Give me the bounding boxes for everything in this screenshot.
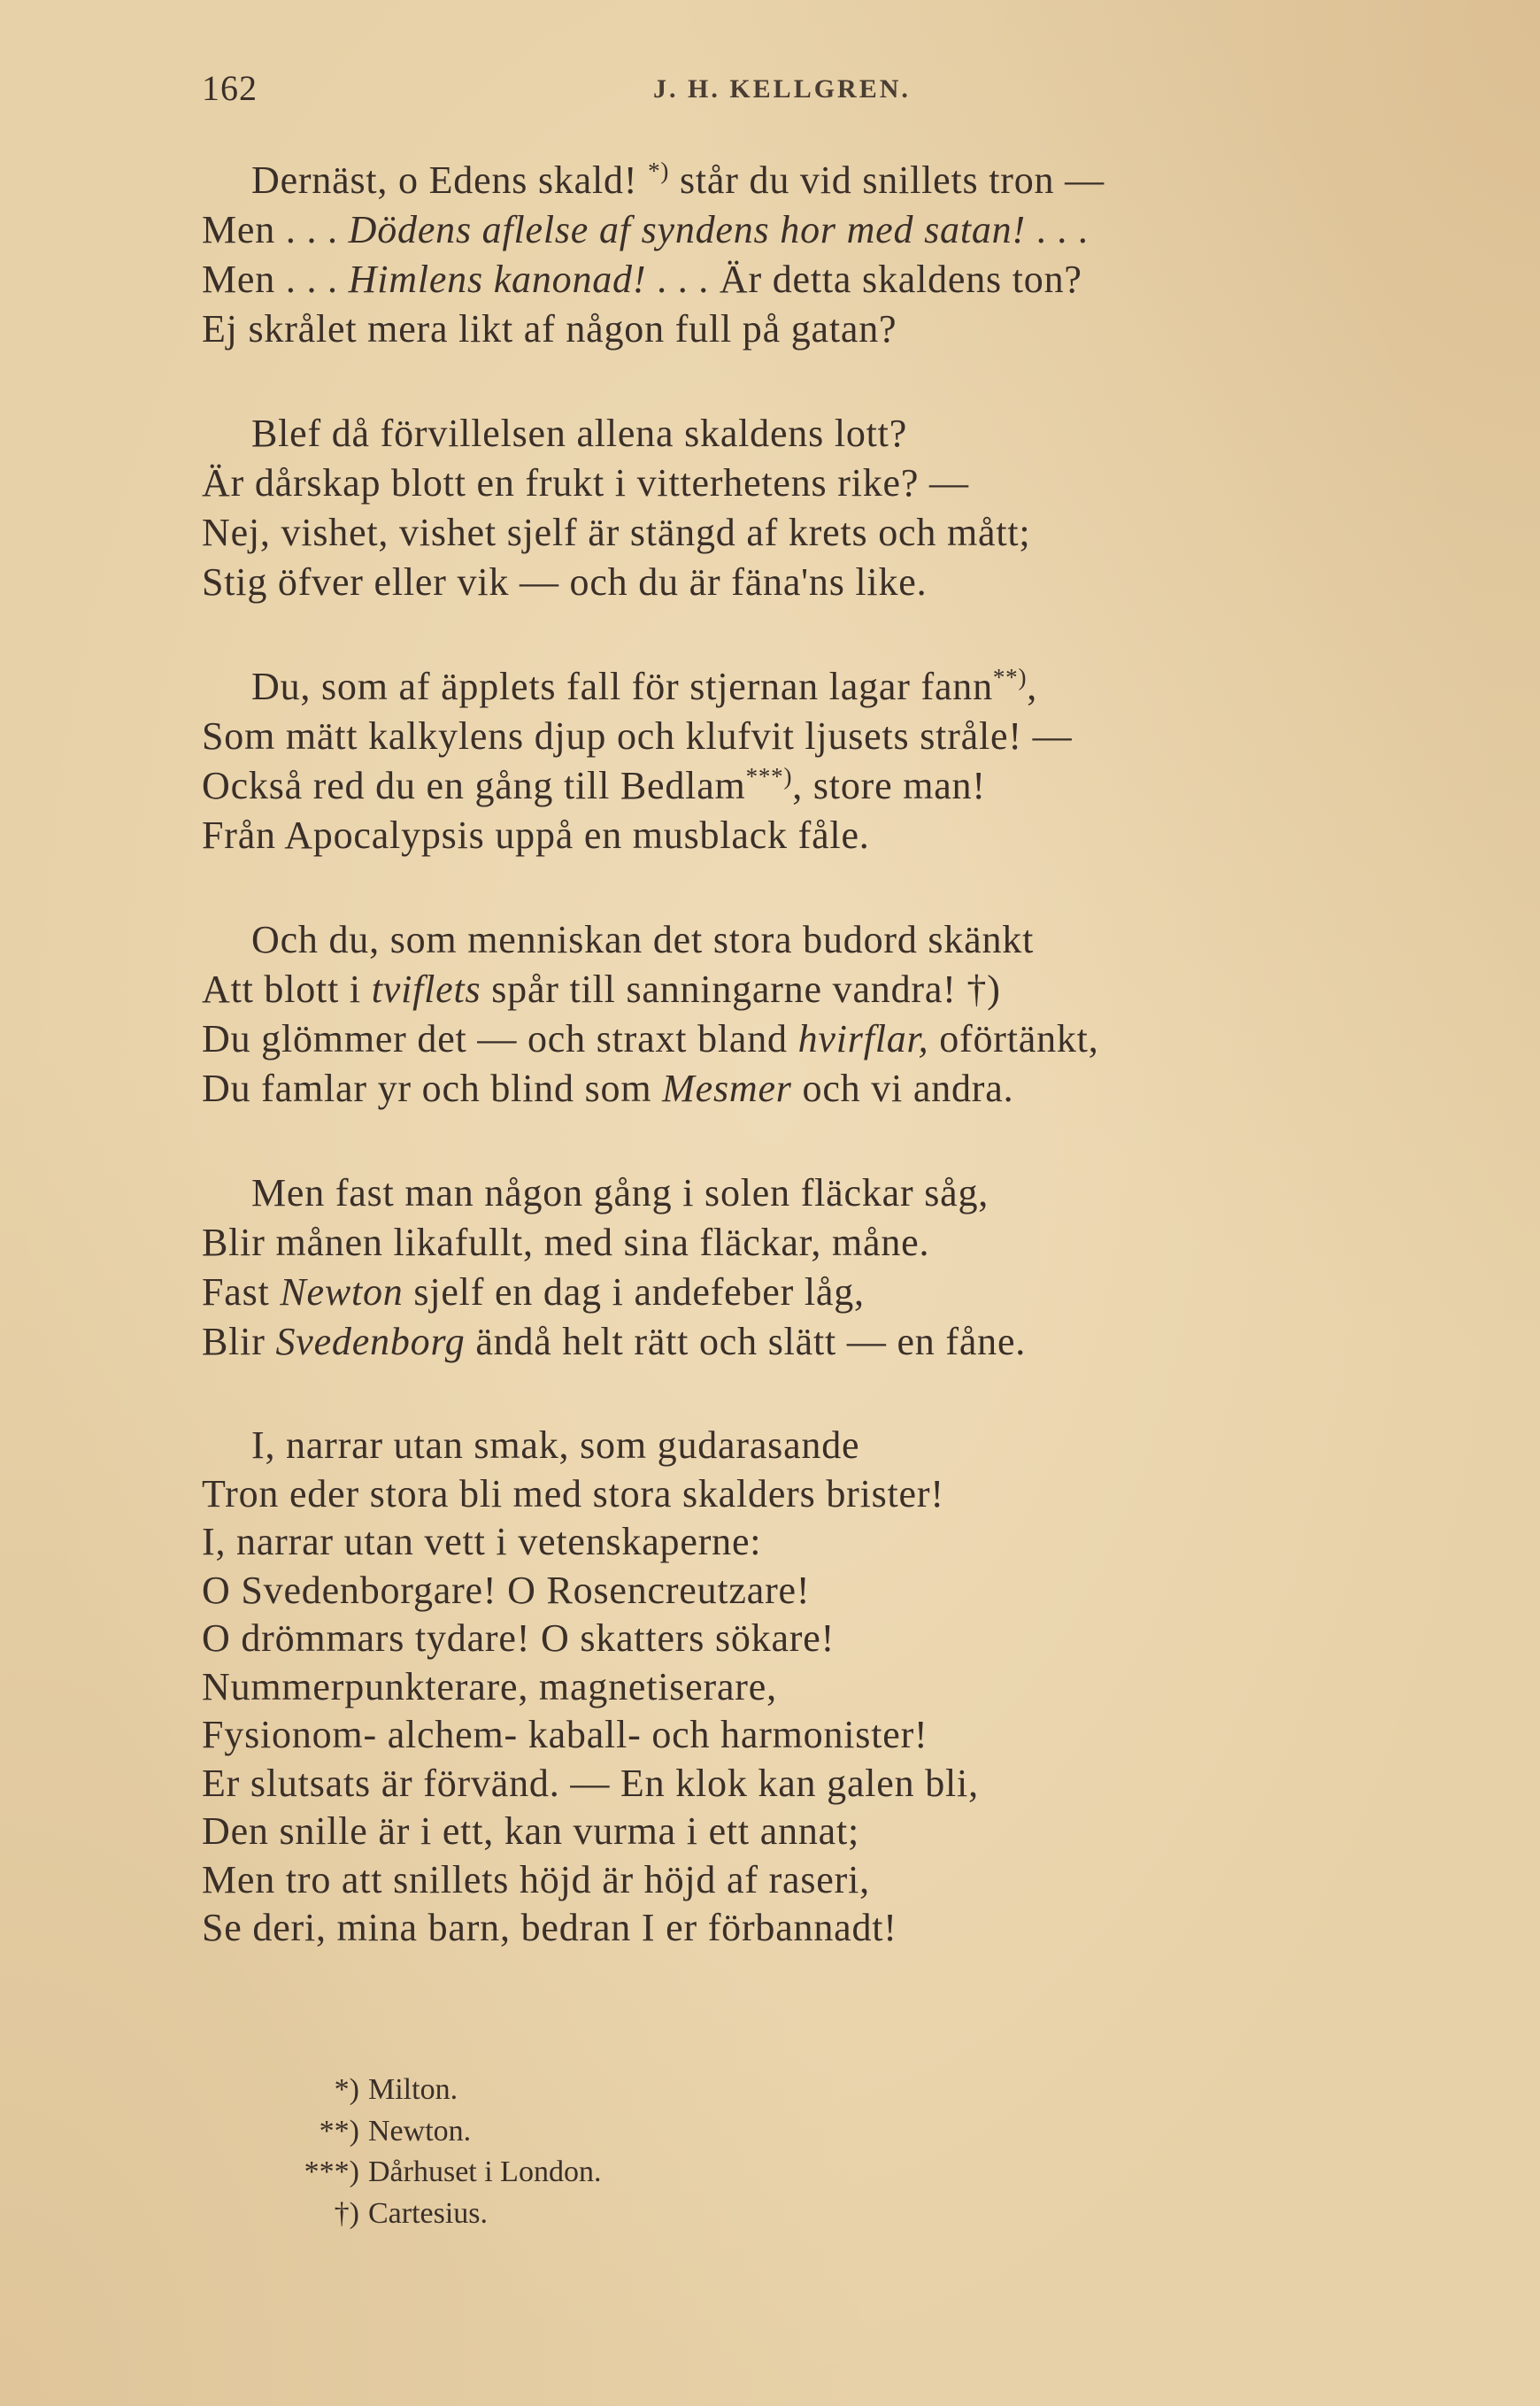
- poem-line: [202, 459, 1397, 508]
- footnote: [285, 2111, 1082, 2153]
- poem-line: [202, 1268, 1397, 1317]
- line-text: ,: [1027, 665, 1038, 708]
- footnote-mark: *): [334, 2073, 359, 2106]
- poem-line: [202, 811, 1397, 860]
- line-text: Men . . .: [202, 258, 349, 301]
- line-text: Fast: [202, 1270, 281, 1314]
- footnote-mark: ***): [304, 2155, 359, 2188]
- line-text: oförtänkt,: [928, 1017, 1099, 1060]
- italic-text: tviflets: [371, 968, 481, 1011]
- line-text: Blef då förvillelsen allena skaldens lott?: [251, 412, 908, 455]
- poem-line: [202, 1064, 1397, 1114]
- footnote-text: Milton.: [368, 2073, 458, 2106]
- line-text: O Svedenborgare! O Rosencreutzare!: [202, 1568, 811, 1612]
- line-text: O drömmars tydare! O skatters sökare!: [202, 1616, 835, 1660]
- line-text: Nummerpunkterare, magnetiserare,: [202, 1664, 777, 1708]
- footnote-mark: †): [334, 2196, 359, 2230]
- poem-line: [202, 1904, 1397, 1953]
- line-text: Den snille är i ett, kan vurma i ett annat;: [202, 1809, 860, 1853]
- poem-line: [202, 255, 1397, 305]
- line-text: Nej, vishet, vishet sjelf är stängd af krets och mått;: [202, 511, 1031, 554]
- poem-line: [202, 1567, 1397, 1616]
- stanza: [202, 915, 1397, 1114]
- italic-text: Svedenborg: [275, 1320, 466, 1363]
- poem-line: [202, 712, 1397, 761]
- line-text: och vi andra.: [791, 1067, 1014, 1110]
- poem-line: [202, 1317, 1397, 1367]
- line-text: Stig öfver eller vik — och du är fäna'ns like.: [202, 560, 928, 604]
- line-text: Dernäst, o Edens skald!: [251, 158, 649, 202]
- line-text: Du famlar yr och blind som: [202, 1067, 663, 1110]
- footnote-text: Newton.: [368, 2114, 472, 2148]
- line-text: Men tro att snillets höjd är höjd af raseri,: [202, 1857, 870, 1901]
- stanza: [202, 156, 1397, 354]
- poem-line: [202, 508, 1397, 558]
- line-text: Se deri, mina barn, bedran I er förbannadt!: [202, 1906, 897, 1949]
- line-text: Är dårskap blott en frukt i vitterhetens rike? —: [202, 461, 969, 505]
- italic-text: Mesmer: [662, 1067, 792, 1110]
- poem-line: [202, 305, 1397, 354]
- poem-line: [202, 1014, 1397, 1064]
- line-text: Också red du en gång till Bedlam: [202, 764, 746, 807]
- running-head: J. H. KELLGREN.: [653, 74, 911, 104]
- footnote-reference: **): [992, 664, 1028, 690]
- line-text: Ej skrålet mera likt af någon full på gatan?: [202, 307, 897, 351]
- line-text: Tron eder stora bli med stora skalders brister!: [202, 1471, 944, 1515]
- poem-body: [202, 156, 1397, 1953]
- poem-line: [202, 1808, 1397, 1856]
- line-text: I, narrar utan vett i vetenskaperne:: [202, 1520, 762, 1563]
- poem-line: [202, 1760, 1397, 1808]
- footnote-mark: **): [319, 2114, 359, 2148]
- line-text: Att blott i: [202, 968, 372, 1011]
- line-text: spår till sanningarne vandra! †): [481, 968, 1001, 1011]
- poem-line: [202, 1711, 1397, 1760]
- poem-line: [202, 409, 1397, 459]
- stanza: [202, 662, 1397, 860]
- page-header: [202, 67, 1441, 120]
- poem-line: [202, 558, 1397, 607]
- footnote: [285, 2194, 1082, 2235]
- poem-line: [202, 915, 1397, 965]
- italic-text: Newton: [280, 1270, 404, 1314]
- poem-line: [202, 965, 1397, 1014]
- poem-line: [202, 1615, 1397, 1663]
- line-text: Er slutsats är förvänd. — En klok kan galen bli,: [202, 1761, 979, 1805]
- stanza: [202, 409, 1397, 607]
- stanza: [202, 1422, 1397, 1953]
- poem-line: [202, 205, 1397, 255]
- poem-line: [202, 1663, 1397, 1712]
- poem-line: [202, 1218, 1397, 1268]
- poem-line: [202, 1856, 1397, 1905]
- line-text: sjelf en dag i andefeber låg,: [403, 1270, 865, 1314]
- poem-line: [202, 1518, 1397, 1567]
- footnote: [285, 2070, 1082, 2111]
- line-text: Blir: [202, 1320, 276, 1363]
- footnote-text: Dårhuset i London.: [368, 2155, 602, 2188]
- footnotes: [285, 2070, 1082, 2234]
- line-text: står du vid snillets tron —: [669, 158, 1105, 202]
- line-text: . . .: [1025, 208, 1089, 251]
- line-text: Från Apocalypsis uppå en musblack fåle.: [202, 814, 870, 857]
- poem-line: [202, 156, 1397, 205]
- line-text: Men . . .: [202, 208, 349, 251]
- line-text: Du, som af äpplets fall för stjernan lagar fann: [251, 665, 993, 708]
- line-text: . . . Är detta skaldens ton?: [646, 258, 1082, 301]
- poem-line: [202, 761, 1397, 811]
- stanza: [202, 1168, 1397, 1367]
- poem-line: [202, 1168, 1397, 1218]
- line-text: Blir månen likafullt, med sina fläckar, måne.: [202, 1221, 930, 1264]
- poem-line: [202, 1422, 1397, 1470]
- line-text: Som mätt kalkylens djup och klufvit ljusets stråle! —: [202, 714, 1073, 758]
- italic-text: Dödens aflelse af syndens hor med satan!: [348, 208, 1026, 251]
- line-text: , store man!: [792, 764, 986, 807]
- line-text: Men fast man någon gång i solen fläckar såg,: [251, 1171, 989, 1215]
- line-text: Du glömmer det — och straxt bland: [202, 1017, 798, 1060]
- footnote-reference: *): [648, 158, 670, 184]
- line-text: Och du, som menniskan det stora budord skänkt: [251, 918, 1035, 961]
- line-text: I, narrar utan smak, som gudarasande: [251, 1423, 860, 1467]
- poem-line: [202, 662, 1397, 712]
- footnote-text: Cartesius.: [368, 2196, 489, 2230]
- line-text: Fysionom- alchem- kaball- och harmonister!: [202, 1713, 928, 1756]
- footnote: [285, 2152, 1082, 2194]
- poem-line: [202, 1470, 1397, 1519]
- page-number: 162: [202, 68, 258, 108]
- footnote-reference: ***): [745, 763, 793, 790]
- line-text: ändå helt rätt och slätt — en fåne.: [465, 1320, 1027, 1363]
- italic-text: hvirflar,: [797, 1017, 929, 1060]
- italic-text: Himlens kanonad!: [348, 258, 647, 301]
